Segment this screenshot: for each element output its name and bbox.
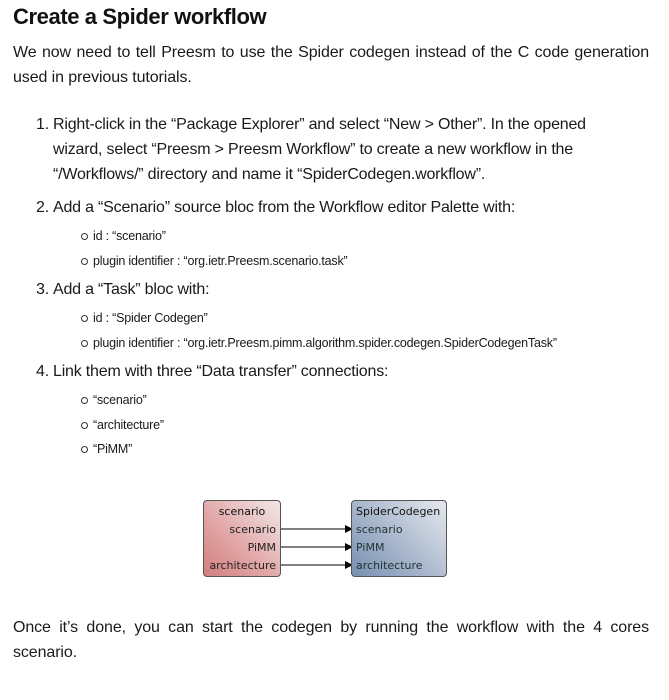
step-3-sublist bbox=[53, 306, 636, 355]
circle-bullet-icon bbox=[81, 446, 88, 453]
circle-bullet-icon bbox=[81, 397, 88, 404]
step-number: 1. bbox=[36, 116, 49, 133]
scenario-node bbox=[203, 500, 281, 577]
sublist-item: plugin identifier : “org.ietr.Preesm.pimm.algorithm.spider.codegen.SpiderCodegenTask” bbox=[81, 331, 636, 356]
circle-bullet-icon bbox=[81, 233, 88, 240]
node-title: SpiderCodegen bbox=[356, 505, 441, 518]
output-port-pimm: PiMM bbox=[247, 541, 276, 554]
circle-bullet-icon bbox=[81, 340, 88, 347]
page-title: Create a Spider workflow bbox=[13, 4, 267, 29]
sublist-item: “architecture” bbox=[81, 413, 636, 438]
step-number: 4. bbox=[36, 363, 49, 380]
step-text: Link them with three “Data transfer” connections: bbox=[53, 363, 389, 380]
step-1 bbox=[36, 112, 636, 187]
step-2-sublist bbox=[53, 224, 636, 273]
spider-codegen-node bbox=[351, 500, 447, 577]
circle-bullet-icon bbox=[81, 258, 88, 265]
circle-bullet-icon bbox=[81, 422, 88, 429]
step-text: Add a “Scenario” source bloc from the Workflow editor Palette with: bbox=[53, 199, 516, 216]
step-4-sublist bbox=[53, 388, 636, 462]
step-4 bbox=[36, 359, 636, 462]
input-port-architecture: architecture bbox=[356, 559, 423, 572]
output-port-architecture: architecture bbox=[209, 559, 276, 572]
step-number: 3. bbox=[36, 281, 49, 298]
step-text: Right-click in the “Package Explorer” and select “New > Other”. In the opened wizard, select “Preesm > Preesm Workflow” to create a new workflow in the “/Workflows/” directory and name it “SpiderCodegen.workflow”. bbox=[53, 116, 586, 183]
sublist-item: plugin identifier : “org.ietr.Preesm.scenario.task” bbox=[81, 249, 636, 274]
input-port-pimm: PiMM bbox=[356, 541, 385, 554]
sublist-item: id : “Spider Codegen” bbox=[81, 306, 636, 331]
step-text: Add a “Task” bloc with: bbox=[53, 281, 210, 298]
step-2 bbox=[36, 195, 636, 273]
step-3 bbox=[36, 277, 636, 355]
output-port-scenario: scenario bbox=[229, 523, 276, 536]
sublist-item: “scenario” bbox=[81, 388, 636, 413]
outro-paragraph: Once it’s done, you can start the codegen by running the workflow with the 4 cores scenario. bbox=[13, 619, 649, 661]
input-port-scenario: scenario bbox=[356, 523, 403, 536]
node-title: scenario bbox=[218, 505, 266, 518]
sublist-item: id : “scenario” bbox=[81, 224, 636, 249]
steps-list bbox=[36, 112, 636, 466]
circle-bullet-icon bbox=[81, 315, 88, 322]
sublist-item: “PiMM” bbox=[81, 437, 636, 462]
intro-paragraph: We now need to tell Preesm to use the Spider codegen instead of the C code generation used in previous tutorials. bbox=[13, 44, 649, 86]
step-number: 2. bbox=[36, 199, 49, 216]
